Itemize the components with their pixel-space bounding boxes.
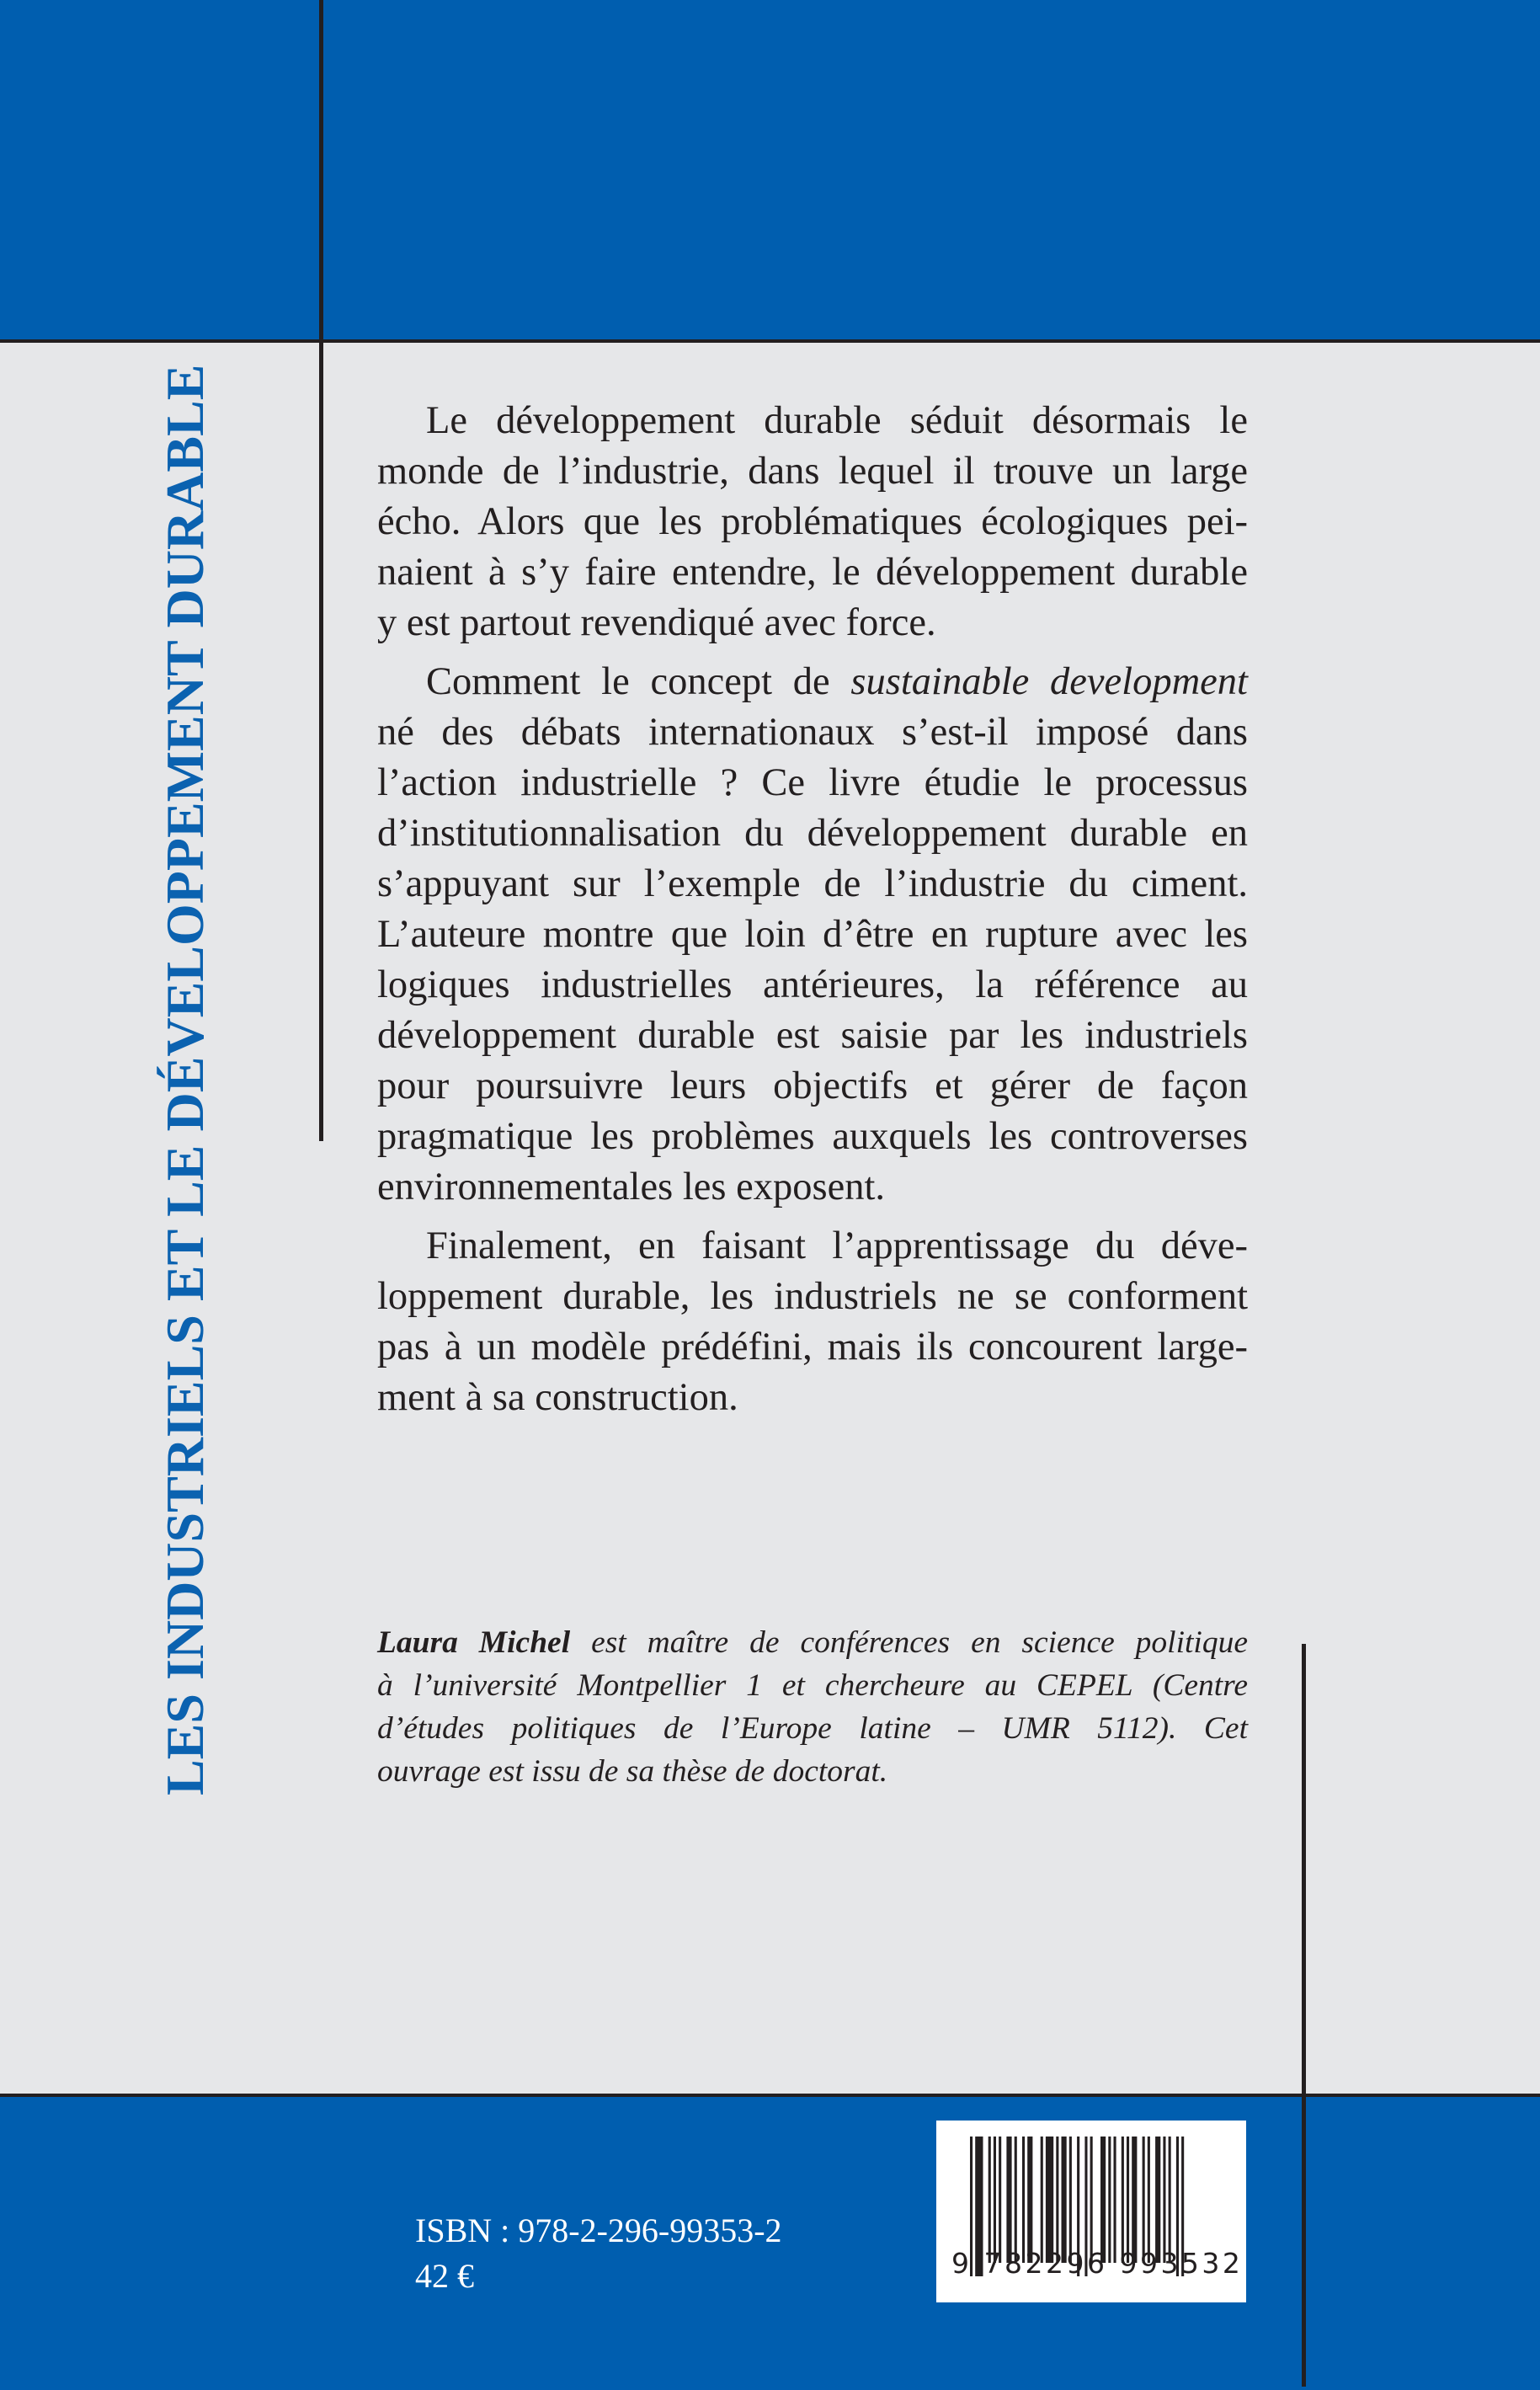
- barcode: [936, 2121, 1246, 2302]
- blurb-line: né des débats internationaux s’est-il imposé dans: [377, 711, 1248, 754]
- isbn-text: ISBN : 978-2-296-99353-2: [415, 2211, 782, 2249]
- barcode-bar: [1062, 2137, 1067, 2263]
- blurb-line: pour poursuivre leurs objectifs et gérer de façon: [377, 1064, 1248, 1107]
- barcode-bar: [1155, 2137, 1160, 2263]
- blurb-line: y est partout revendiqué avec force.: [377, 601, 936, 644]
- author-line: d’études politiques de l’Europe latine – UMR 5112). Cet: [377, 1711, 1248, 1746]
- author-text: est maître de conférences en science politique: [570, 1625, 1248, 1660]
- price-text: 42 €: [415, 2257, 474, 2295]
- blurb-line: monde de l’industrie, dans lequel il trouve un large: [377, 450, 1248, 493]
- author-line: à l’université Montpellier 1 et chercheure au CEPEL (Centre: [377, 1668, 1248, 1703]
- blurb-text: Comment le concept de: [426, 660, 851, 703]
- barcode-bar: [1041, 2137, 1043, 2263]
- blurb-paragraph-3: [377, 1221, 1248, 1423]
- blurb-line: développement durable est saisie par les industriels: [377, 1014, 1248, 1057]
- barcode-bar: [1122, 2137, 1124, 2263]
- barcode-bar: [994, 2137, 996, 2263]
- blurb-line: pragmatique les problèmes auxquels les controverses: [377, 1115, 1248, 1158]
- blurb-line: [377, 657, 1248, 707]
- blurb-line: pas à un modèle prédéfini, mais ils concourent large-: [377, 1326, 1248, 1368]
- blurb-line: naient à s’y faire entendre, le développement durable: [377, 551, 1248, 594]
- spine-title: LES INDUSTRIELS ET LE DÉVELOPPEMENT DURABLE: [155, 364, 215, 1795]
- author-line: [377, 1621, 1248, 1664]
- blurb-line: Finalement, en faisant l’apprentissage du déve-: [426, 1224, 1248, 1267]
- barcode-bar: [1108, 2137, 1111, 2263]
- barcode-number: 9 782296 993532: [951, 2247, 1244, 2280]
- blurb-line: l’action industrielle ? Ce livre étudie le processus: [377, 761, 1248, 804]
- blurb-line: ment à sa construction.: [377, 1376, 738, 1419]
- blurb: [377, 396, 1248, 1432]
- author-line: ouvrage est issu de sa thèse de doctorat.: [377, 1754, 888, 1789]
- blurb-paragraph-2: [377, 657, 1248, 1213]
- barcode-bar: [1022, 2137, 1025, 2263]
- barcode-bar: [1090, 2137, 1093, 2263]
- barcode-bar: [1069, 2137, 1072, 2263]
- author-name: Laura Michel: [377, 1625, 571, 1660]
- blurb-line: écho. Alors que les problématiques écologiques pei-: [377, 500, 1248, 543]
- barcode-bar: [1006, 2137, 1011, 2263]
- blurb-line: d’institutionnalisation du développement durable en: [377, 812, 1248, 855]
- blurb-line: environnementales les exposent.: [377, 1166, 886, 1208]
- blurb-line: logiques industrielles antérieures, la référence au: [377, 963, 1248, 1006]
- barcode-bar: [1163, 2137, 1165, 2263]
- blurb-line: Le développement durable séduit désormais le: [426, 399, 1248, 442]
- isbn-block: [415, 2208, 782, 2299]
- barcode-bar: [1148, 2137, 1150, 2263]
- barcode-bar: [1015, 2137, 1017, 2263]
- blurb-paragraph-1: [377, 396, 1248, 648]
- barcode-bar: [1046, 2137, 1053, 2263]
- barcode-bar: [1143, 2137, 1145, 2263]
- barcode-bar: [1127, 2137, 1129, 2263]
- vertical-rule-right: [1302, 1644, 1306, 2387]
- blurb-line: s’appuyant sur l’exemple de l’industrie du ciment.: [377, 862, 1248, 905]
- blurb-italic-term: sustainable development: [850, 660, 1248, 703]
- barcode-bar: [999, 2137, 1001, 2263]
- barcode-bar: [1169, 2137, 1171, 2263]
- barcode-bar: [1132, 2137, 1137, 2263]
- blurb-line: L’auteure montre que loin d’être en rupture avec les: [377, 913, 1248, 956]
- barcode-bar: [1056, 2137, 1058, 2263]
- top-blue-band: [0, 0, 1540, 343]
- blurb-line: loppement durable, les industriels ne se conforment: [377, 1275, 1248, 1318]
- barcode-bar: [1027, 2137, 1032, 2263]
- barcode-bar: [1114, 2137, 1116, 2263]
- vertical-rule-left: [319, 0, 323, 1141]
- barcode-bar: [1100, 2137, 1106, 2263]
- author-bio: [377, 1621, 1248, 1793]
- barcode-bar: [988, 2137, 991, 2263]
